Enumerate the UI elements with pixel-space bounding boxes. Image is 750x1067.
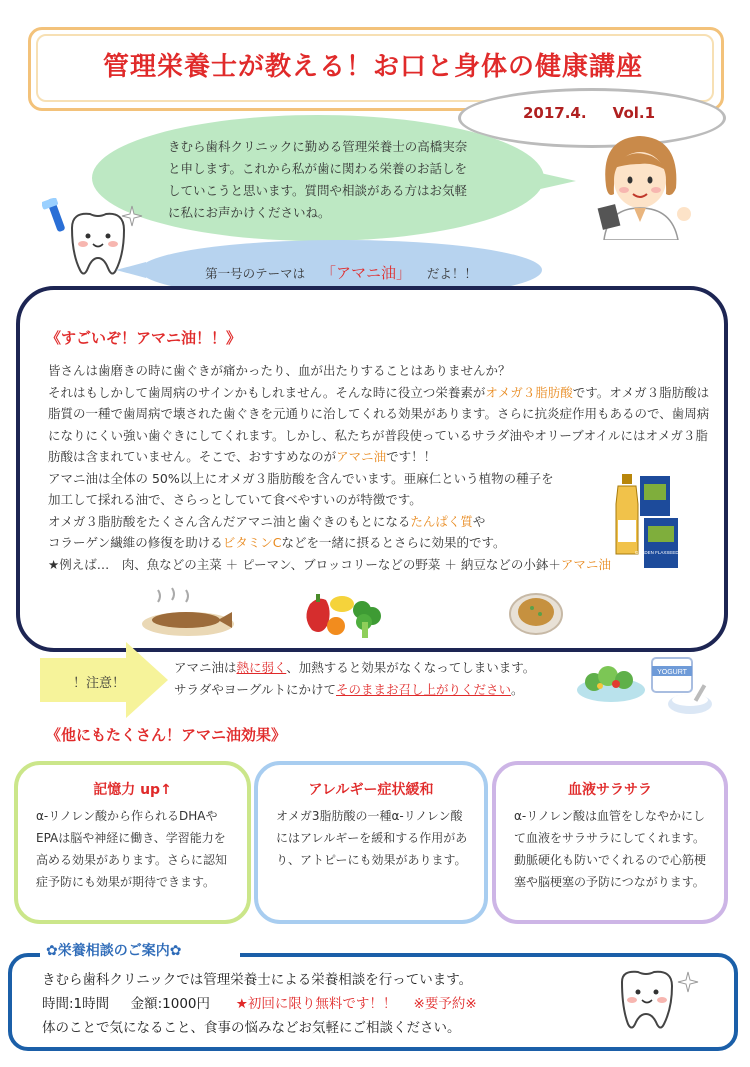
theme-prefix: 第一号のテーマは (205, 266, 306, 281)
caution-line (174, 679, 594, 701)
free-first-time-note: ★初回に限り無料です！！ (235, 996, 397, 1012)
amani-highlight: アマニ油 (560, 556, 611, 572)
amani-highlight: アマニ油 (336, 449, 387, 464)
paragraph (48, 532, 608, 554)
greeting-bubble-tail (536, 172, 576, 190)
caution-label: ！注意！ (72, 676, 125, 691)
theme-topic: 「アマニ油」 (320, 264, 411, 282)
consultation-line: きむら歯科クリニックでは管理栄養士による栄養相談を行っています。 (42, 972, 473, 988)
greeting-line: していこうと思います。質問や相談がある方はお気軽 (168, 183, 468, 198)
consultation-fee: 金額:1000円 (130, 996, 211, 1012)
paragraph: 皆さんは歯磨きの時に歯ぐきが痛かったり、血が出たりすることはありませんか？ (48, 363, 511, 378)
protein-highlight: たんぱく質 (410, 513, 473, 529)
text-run: 、加熱すると効果がなくなってしまいます。 (286, 660, 536, 675)
greeting-line: に私にお声かけくださいね。 (168, 205, 331, 220)
paragraph: アマニ油は全体の 50%以上にオメガ３脂肪酸を含んでいます。亜麻仁という植物の種子を (48, 470, 554, 486)
nutritionist-illustration (586, 128, 694, 240)
heat-weak-highlight: 熱に弱く (236, 660, 287, 675)
text-run: オメガ３脂肪酸をたくさん含んだアマニ油と歯ぐきのもとになる (48, 513, 411, 529)
reservation-required-note: ※要予約※ (413, 996, 477, 1012)
consultation-line (42, 992, 602, 1016)
greeting-line: きむら歯科クリニックに勤める管理栄養士の高橋実奈 (168, 139, 468, 154)
text-run: などを一緒に摂るとさらに効果的です。 (281, 535, 506, 550)
text-run: アマニ油は (174, 660, 237, 675)
flaxseed-oil-bottles-icon (610, 474, 690, 570)
text-run: 。 (511, 682, 524, 697)
text-run: サラダやヨーグルトにかけて (174, 682, 337, 697)
issue-label (458, 104, 720, 122)
theme-text (140, 262, 542, 283)
yogurt-icon (646, 654, 718, 720)
text-run: や (472, 513, 486, 529)
yogurt-label: YOGURT (657, 669, 687, 676)
natto-bowl-icon (508, 592, 564, 636)
text-run: です！！ (386, 449, 437, 464)
omega3-highlight: オメガ３脂肪酸 (485, 384, 573, 400)
bottle-label: GOLDEN FLAXSEED OIL (634, 550, 688, 555)
issue-volume: Vol.1 (612, 104, 656, 122)
issue-date: 2017.4. (522, 104, 587, 122)
other-effects-heading: 《他にもたくさん！アマニ油効果》 (46, 726, 287, 744)
eat-directly-highlight: そのままお召し上がりください (336, 682, 512, 697)
effect-card-title: 血液サラサラ (568, 782, 652, 798)
effect-card-allergy (254, 761, 488, 924)
caution-text (174, 657, 594, 701)
effect-card-body: α-リノレン酸は血管をしなやかにして血液をサラサラにしてくれます。動脈硬化も防いでくれるので心筋梗塞や脳梗塞の予防につながります。 (514, 809, 707, 889)
tooth-mascot-icon (616, 968, 706, 1040)
effect-card-title: アレルギー症状緩和 (308, 782, 434, 798)
consultation-line: 体のことで気になること、食事の悩みなどお気軽にご相談ください。 (42, 1020, 461, 1036)
text-run: それはもしかして歯周病のサインかもしれません。そんな時に役立つ栄養素が (48, 384, 486, 400)
theme-suffix: だよ！！ (426, 266, 477, 281)
greeting-text (168, 136, 488, 224)
vegetables-icon (300, 590, 390, 640)
greeting-line: と申します。これから私が歯に関わる栄養のお話しを (168, 161, 468, 176)
grilled-fish-icon (138, 586, 238, 638)
effect-card-memory (14, 761, 251, 924)
effect-card-body: オメガ3脂肪酸の一種α-リノレン酸にはアレルギーを緩和する作用があり、アトピーにも効果があります。 (276, 809, 468, 867)
consultation-label: ✿栄養相談のご案内✿ (46, 943, 182, 959)
page-title: 管理栄養士が教える！お口と身体の健康講座 (102, 52, 643, 82)
vitamin-c-highlight: ビタミンC (222, 535, 282, 550)
salad-icon (574, 656, 648, 706)
effect-card-body: α-リノレン酸から作られるDHAやEPAは脳や神経に働き、学習能力を高める効果があります。さらに認知症予防にも効果が期待できます。 (36, 809, 228, 889)
paragraph: 加工して採れる油で、さらっとしていて食べやすいのが特徴です。 (48, 492, 422, 507)
effect-card-blood (492, 761, 728, 924)
consultation-body (42, 968, 602, 1040)
text-run: ★例えば… 肉、魚などの主菜 ＋ ピーマン、ブロッコリーなどの野菜 ＋ 納豆などの小鉢＋ (48, 556, 561, 572)
text-run: です。オメガ３脂肪酸は脂質の一種で歯周病で壊された歯ぐきを元通りに治してくれる効果があります。さらに抗炎症作用もあるので、歯周病になりにくい強い歯ぐきにしてくれます。しかし、私たちが普段使っているサラダ油やオリーブオイルにはオメガ３脂肪酸は含まれていません。そこで、おすすめなのが (48, 384, 710, 464)
paragraph (48, 511, 608, 533)
text-run: コラーゲン繊維の修復を助ける (48, 535, 223, 550)
effect-card-title: 記憶力 up↑ (93, 782, 172, 798)
consultation-time: 時間:1時間 (42, 996, 110, 1012)
main-heading: 《すごいぞ！アマニ油！！》 (46, 329, 242, 347)
caution-line (174, 657, 594, 679)
paragraph (48, 382, 710, 468)
